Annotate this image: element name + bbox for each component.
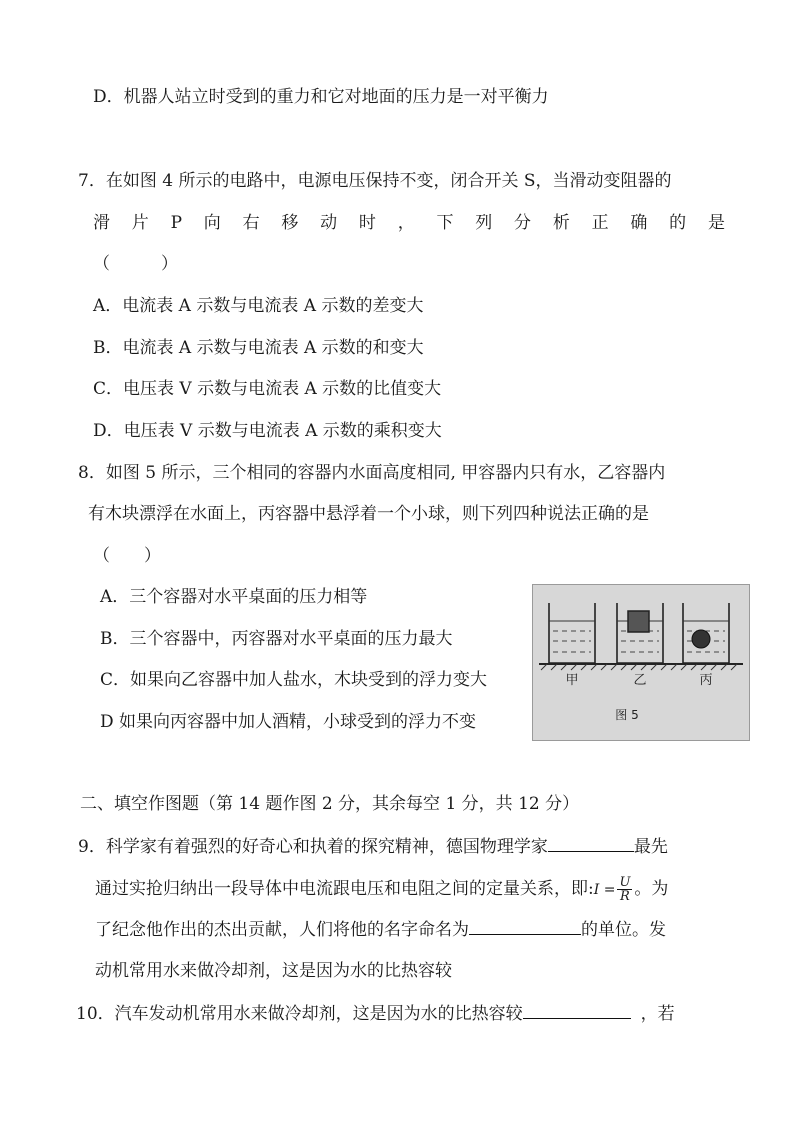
section-2-title: 二、填空作图题（第 14 题作图 2 分，其余每空 1 分，共 12 分） — [80, 794, 580, 814]
wood-block — [628, 611, 649, 632]
container-bing — [683, 603, 729, 663]
q6-option-d: D．机器人站立时受到的重力和它对地面的压力是一对平衡力 — [93, 87, 549, 107]
q8-option-d: D 如果向丙容器中加人酒精，小球受到的浮力不变 — [100, 712, 477, 732]
ball — [692, 630, 710, 648]
figure-caption: 图 5 — [615, 708, 639, 722]
q8-stem-line1: 8．如图 5 所示，三个相同的容器内水面高度相同, 甲容器内只有水，乙容器内 — [78, 463, 666, 483]
formula-lhs: I = — [593, 882, 616, 898]
q10-blank-1[interactable] — [523, 1002, 631, 1019]
formula-fraction: $\frac{U}{R}$ — [619, 875, 631, 904]
q7-option-b: B．电流表 A 示数与电流表 A 示数的和变大 — [93, 338, 424, 358]
q8-stem-line2: 有木块漂浮在水面上，丙容器中悬浮着一个小球，则下列四种说法正确的是 — [88, 504, 649, 524]
label-bing: 丙 — [699, 673, 713, 688]
q9-blank-1[interactable] — [548, 835, 634, 852]
label-jia: 甲 — [565, 673, 579, 688]
q9-line3: 了纪念他作出的杰出贡献，人们将他的名字命名为 的单位。发 — [95, 920, 666, 940]
figure-5 — [532, 584, 750, 741]
label-yi: 乙 — [633, 673, 647, 688]
q9-blank-2[interactable] — [469, 918, 581, 935]
q9-line2: 通过实抢归纳出一段导体中电流跟电压和电阻之间的定量关系，即:I = $\frac{U}{R}$ 。为 — [95, 875, 669, 904]
q10-line1: 10．汽车发动机常用水来做冷却剂，这是因为水的比热容较 ，若 — [76, 1004, 675, 1024]
q9-line4: 动机常用水来做冷却剂，这是因为水的比热容较 — [95, 961, 452, 981]
q8-option-c: C．如果向乙容器中加人盐水，木块受到的浮力变大 — [100, 670, 488, 690]
q7-option-d: D．电压表 V 示数与电流表 A 示数的乘积变大 — [93, 421, 442, 441]
q7-stem-line2: 滑 片 P 向 右 移 动 时 ， 下 列 分 析 正 确 的 是 — [93, 213, 725, 233]
q7-option-c: C．电压表 V 示数与电流表 A 示数的比值变大 — [93, 379, 442, 399]
containers-diagram — [533, 585, 749, 740]
q8-answer-paren: （ ） — [93, 546, 161, 566]
q7-answer-paren: （ ） — [93, 254, 178, 274]
q7-stem-line1: 7．在如图 4 所示的电路中，电源电压保持不变，闭合开关 S，当滑动变阻器的 — [78, 171, 672, 191]
q7-option-a: A．电流表 A 示数与电流表 A 示数的差变大 — [93, 296, 424, 316]
q8-option-a: A．三个容器对水平桌面的压力相等 — [100, 587, 368, 607]
container-yi — [617, 603, 663, 663]
q9-line1: 9．科学家有着强烈的好奇心和执着的探究精神，德国物理学家 最先 — [78, 837, 668, 857]
container-jia — [549, 603, 595, 663]
q8-option-b: B．三个容器中，丙容器对水平桌面的压力最大 — [100, 629, 453, 649]
